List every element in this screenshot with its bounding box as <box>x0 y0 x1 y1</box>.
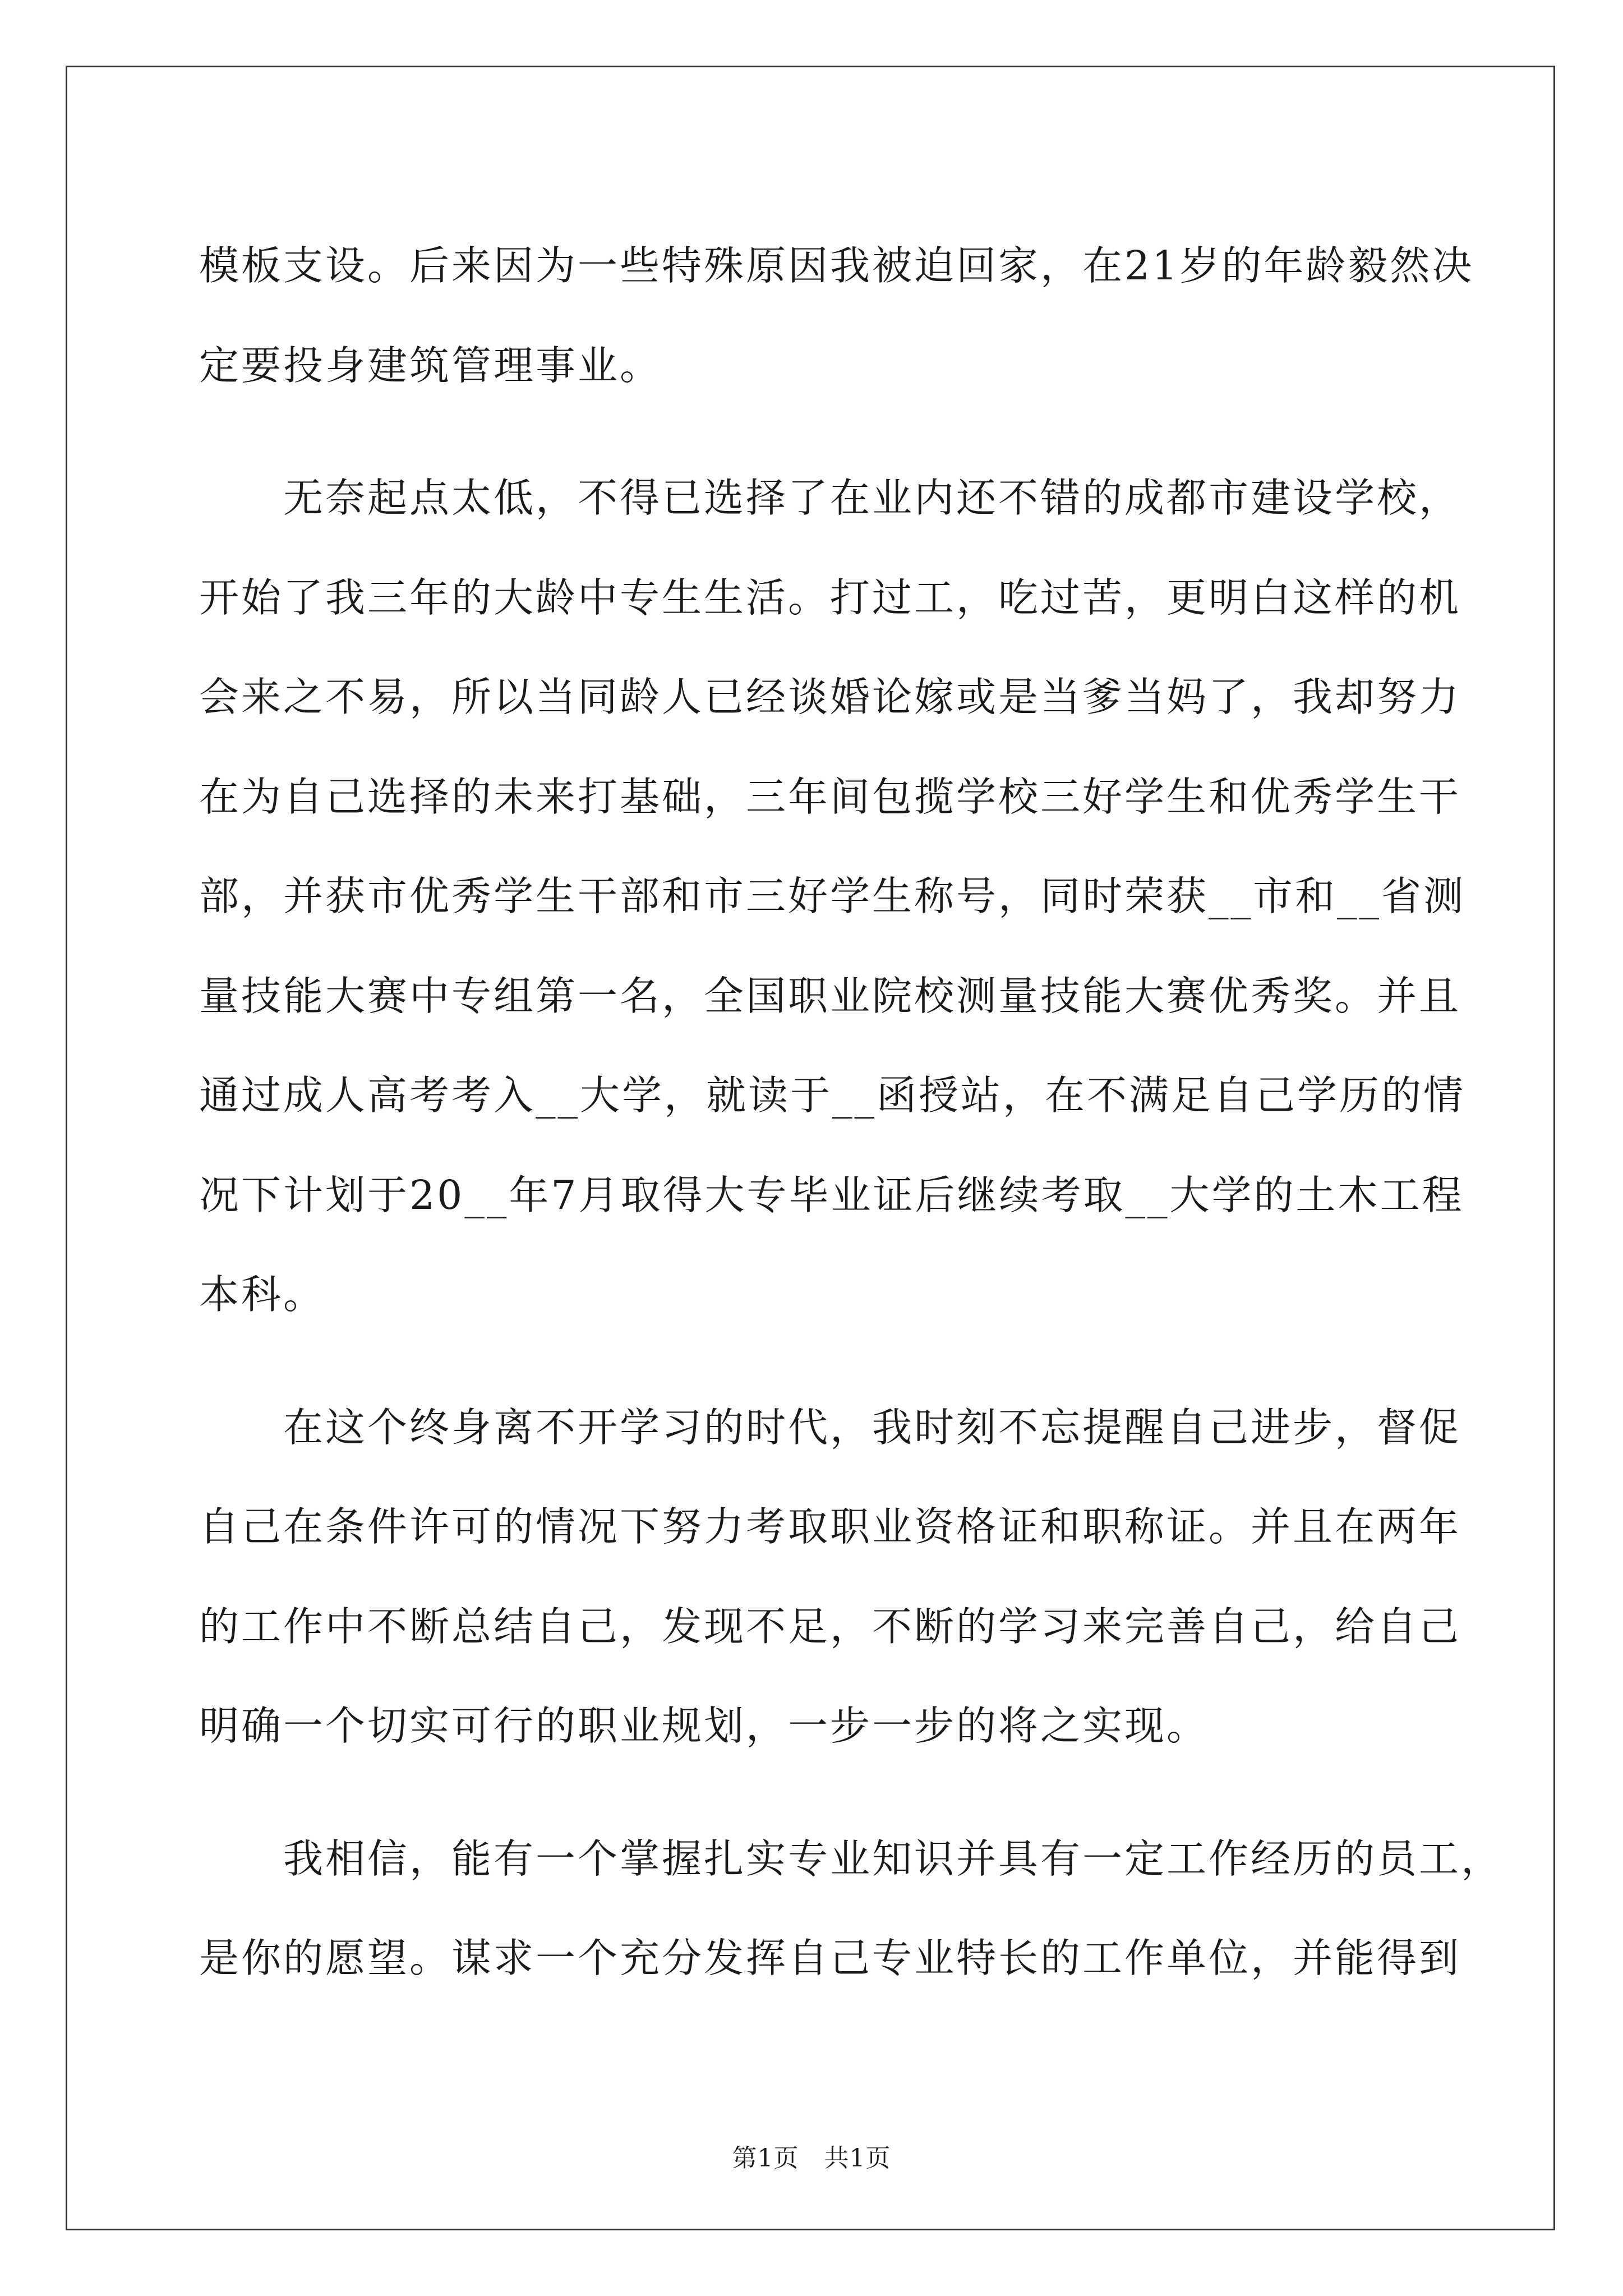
paragraph-3-line-1: 在这个终身离不开学习的时代，我时刻不忘提醒自己进步，督促 <box>199 1404 1461 1451</box>
paragraph-4-line-2: 是你的愿望。谋求一个充分发挥自己专业特长的工作单位，并能得到 <box>199 1935 1461 1981</box>
paragraph-3-line-3: 的工作中不断总结自己，发现不足，不断的学习来完善自己，给自己 <box>199 1603 1461 1650</box>
paragraph-gap <box>199 1345 1422 1378</box>
paragraph-2-line-8: 况下计划于20__年7月取得大专毕业证后继续考取__大学的土木工程 <box>199 1171 1464 1218</box>
paragraph-1-line-2: 定要投身建筑管理事业。 <box>199 342 662 389</box>
paragraph-3-line-2: 自己在条件许可的情况下努力考取职业资格证和职称证。并且在两年 <box>199 1503 1461 1550</box>
paragraph-2-line-2: 开始了我三年的大龄中专生生活。打过工，吃过苦，更明白这样的机 <box>199 574 1461 621</box>
paragraph-1-line-1: 模板支设。后来因为一些特殊原因我被迫回家，在21岁的年龄毅然决 <box>199 242 1474 289</box>
paragraph-3-line-4: 明确一个切实可行的职业规划，一步一步的将之实现。 <box>199 1703 1209 1749</box>
paragraph-gap <box>199 1776 1422 1809</box>
paragraph-2-line-4: 在为自己选择的未来打基础，三年间包揽学校三好学生和优秀学生干 <box>199 773 1461 820</box>
paragraph-2-line-9: 本科。 <box>199 1271 326 1318</box>
paragraph-2-line-1: 无奈起点太低，不得已选择了在业内还不错的成都市建设学校， <box>199 475 1461 521</box>
paragraph-2-line-6: 量技能大赛中专组第一名，全国职业院校测量技能大赛优秀奖。并且 <box>199 972 1461 1019</box>
page-footer <box>0 2142 1623 2175</box>
paragraph-2-line-5: 部，并获市优秀学生干部和市三好学生称号，同时荣获__市和__省测 <box>199 873 1466 919</box>
page-number-label: 第1页 共1页 <box>732 2144 891 2173</box>
document-body <box>199 216 1504 2008</box>
paragraph-gap <box>199 415 1422 448</box>
paragraph-2-line-7: 通过成人高考考入__大学，就读于__函授站，在不满足自己学历的情 <box>199 1072 1466 1119</box>
paragraph-4-line-1: 我相信，能有一个掌握扎实专业知识并具有一定工作经历的员工， <box>199 1835 1504 1882</box>
paragraph-2-line-3: 会来之不易，所以当同龄人已经谈婚论嫁或是当爹当妈了，我却努力 <box>199 674 1461 720</box>
